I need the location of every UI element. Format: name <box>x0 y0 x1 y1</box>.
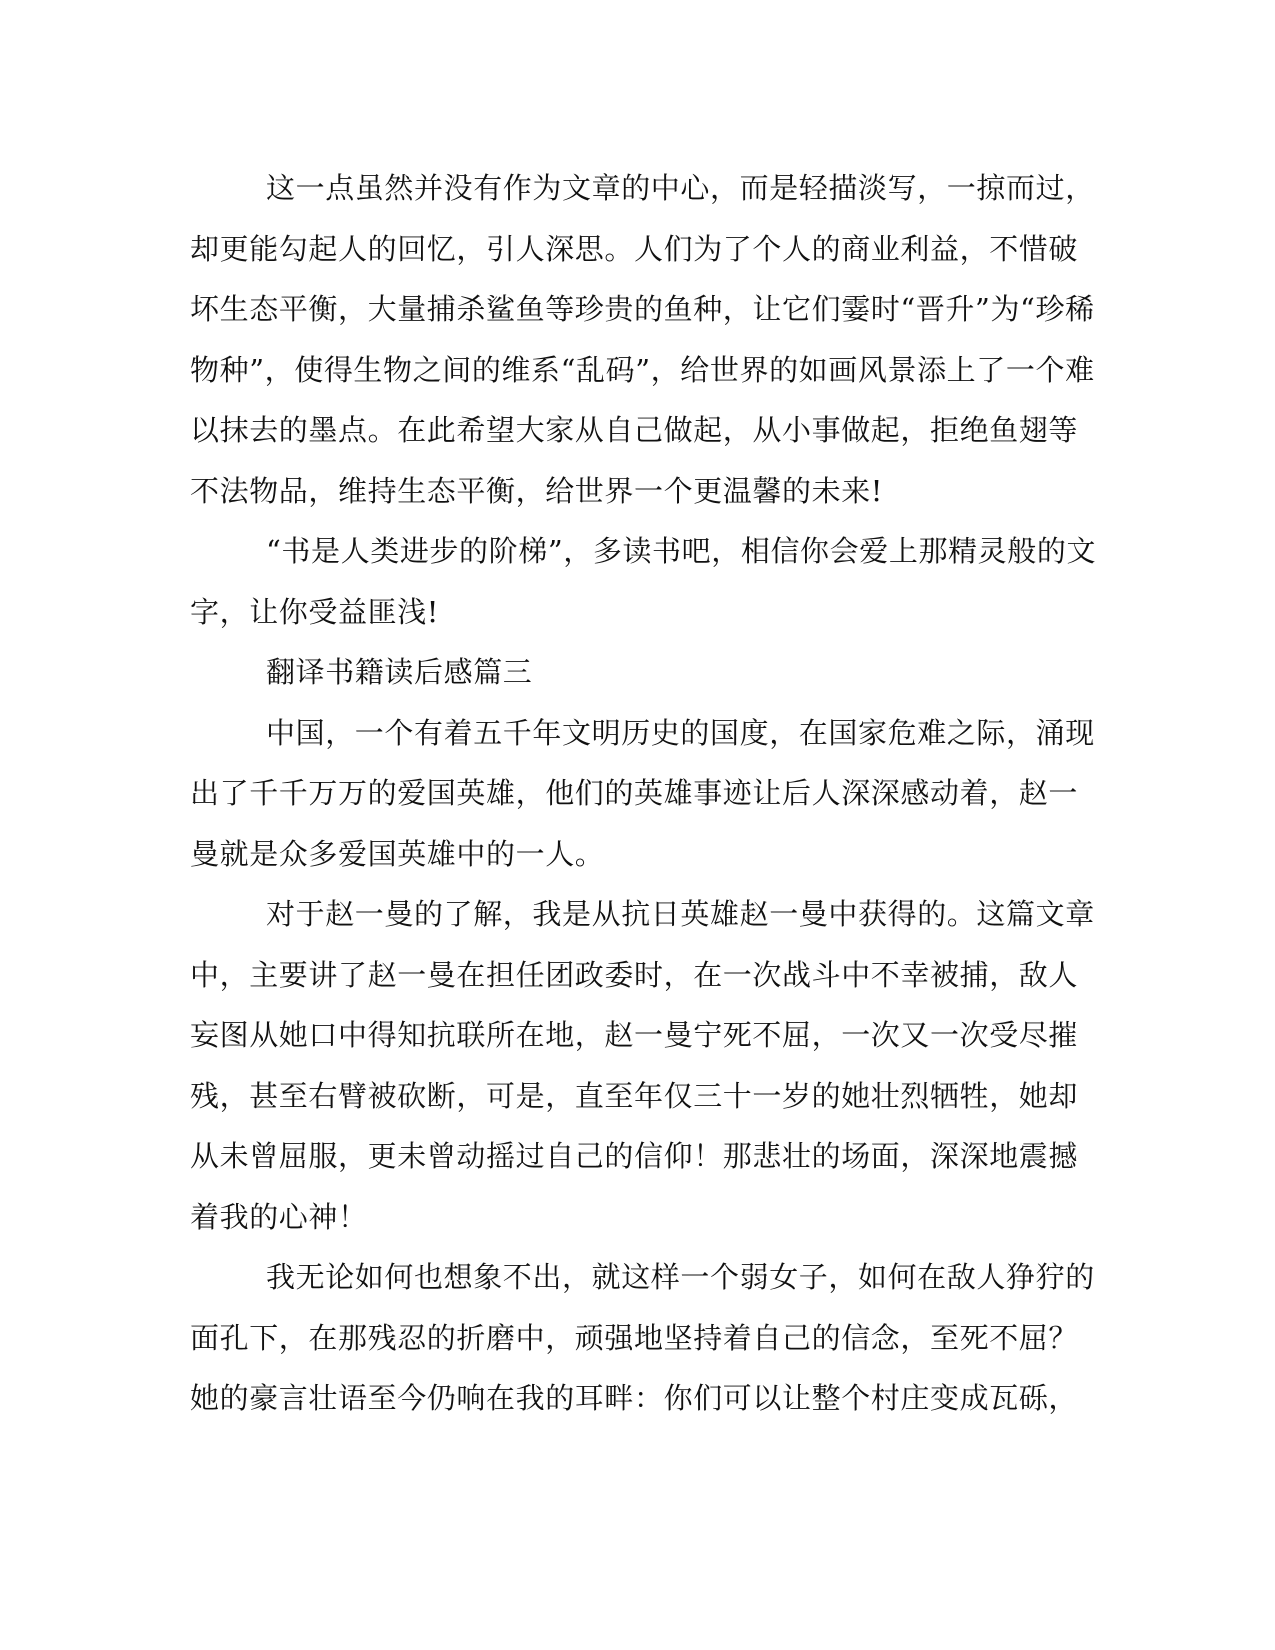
text-line: 不法物品，维持生态平衡，给世界一个更温馨的未来! <box>190 473 884 508</box>
text-line: 曼就是众多爱国英雄中的一人。 <box>190 836 605 871</box>
text-line: 物种”，使得生物之间的维系“乱码”，给世界的如画风景添上了一个难 <box>190 352 1095 387</box>
text-line: 面孔下，在那残忍的折磨中，顽强地坚持着自己的信念，至死不屈？ <box>190 1320 1079 1355</box>
text-line: 以抹去的墨点。在此希望大家从自己做起，从小事做起，拒绝鱼翅等 <box>190 413 1079 447</box>
text-line: 字，让你受益匪浅! <box>190 594 440 629</box>
text-line: 妄图从她口中得知抗联所在地，赵一曼宁死不屈，一次又一次受尽摧 <box>190 1018 1079 1052</box>
text-line: 中，主要讲了赵一曼在担任团政委时，在一次战斗中不幸被捕，敌人 <box>190 957 1079 992</box>
text-line: 着我的心神！ <box>190 1199 368 1234</box>
text-line: 却更能勾起人的回忆，引人深思。人们为了个人的商业利益，不惜破 <box>190 231 1079 266</box>
text-line: 残，甚至右臂被砍断，可是，直至年仅三十一岁的她壮烈牺牲，她却 <box>190 1078 1079 1113</box>
text-line: 出了千千万万的爱国英雄，他们的英雄事迹让后人深深感动着，赵一 <box>190 776 1079 810</box>
text-line: “书是人类进步的阶梯”，多读书吧，相信你会爱上那精灵般的文 <box>266 534 1097 568</box>
text-line: 中国，一个有着五千年文明历史的国度，在国家危难之际，涌现 <box>266 715 1095 750</box>
text-line: 我无论如何也想象不出，就这样一个弱女子，如何在敌人狰狞的 <box>266 1260 1095 1294</box>
document-body <box>190 158 1097 1429</box>
text-line: 她的豪言壮语至今仍响在我的耳畔：你们可以让整个村庄变成瓦砾， <box>190 1381 1079 1415</box>
text-line: 坏生态平衡，大量捕杀鲨鱼等珍贵的鱼种，让它们霎时“晋升”为“珍稀 <box>190 292 1095 326</box>
text-line: 从未曾屈服，更未曾动摇过自己的信仰！那悲壮的场面，深深地震撼 <box>190 1139 1079 1173</box>
text-line: 这一点虽然并没有作为文章的中心，而是轻描淡写，一掠而过， <box>266 171 1095 205</box>
text-line: 对于赵一曼的了解，我是从抗日英雄赵一曼中获得的。这篇文章 <box>266 897 1095 931</box>
section-heading: 翻译书籍读后感篇三 <box>266 655 533 689</box>
